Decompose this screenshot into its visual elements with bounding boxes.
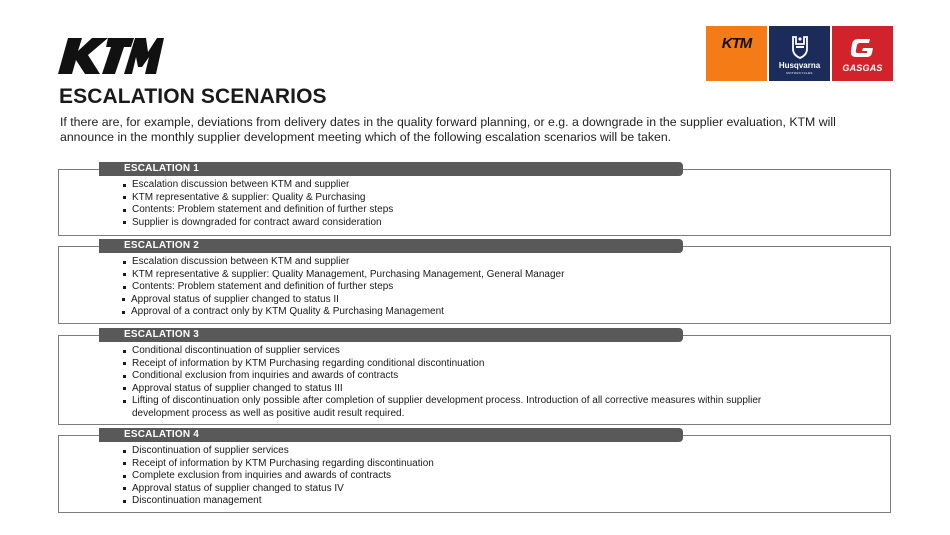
escalation-header-1: ESCALATION 1 (99, 162, 683, 176)
ktm-brand-tile (706, 26, 767, 81)
husqvarna-crest-icon (790, 35, 810, 59)
ktm-logo (58, 38, 164, 74)
escalation-list-3 (121, 345, 812, 421)
list-item: Contents: Problem statement and definition of further steps (121, 204, 393, 217)
page-title: ESCALATION SCENARIOS (59, 85, 327, 108)
husqvarna-tile-subtitle: MOTORCYCLES (786, 71, 813, 75)
list-item: Approval status of supplier changed to status III (121, 383, 812, 396)
gasgas-tile-wordmark: GASGAS (842, 63, 883, 73)
list-item: Complete exclusion from inquiries and awards of contracts (121, 470, 434, 483)
list-item: KTM representative & supplier: Quality & Purchasing (121, 192, 393, 205)
gasgas-g-icon (850, 37, 876, 59)
escalation-list-2 (121, 256, 564, 319)
escalation-list-1 (121, 179, 393, 229)
gasgas-brand-tile (832, 26, 893, 81)
list-item: Approval status of supplier changed to status II (121, 294, 564, 307)
escalation-header-2: ESCALATION 2 (99, 239, 683, 253)
brand-strip (706, 26, 893, 81)
escalation-list-4 (121, 445, 434, 508)
list-item: Contents: Problem statement and definition of further steps (121, 281, 564, 294)
list-item: Lifting of discontinuation only possible after completion of supplier development process. Introduction of all corrective measures within supplier development process as well as positive audit result required. (121, 395, 812, 420)
list-item: Approval status of supplier changed to status IV (121, 483, 434, 496)
list-item: Receipt of information by KTM Purchasing regarding conditional discontinuation (121, 358, 812, 371)
intro-paragraph: If there are, for example, deviations from delivery dates in the quality forward planning, or e.g. a downgrade in the supplier evaluation, KTM will announce in the monthly supplier development meeting which of the following escalation scenarios will be taken. (60, 115, 836, 144)
ktm-tile-wordmark: KTM (721, 35, 752, 52)
list-item: Conditional exclusion from inquiries and awards of contracts (121, 370, 812, 383)
list-item: Conditional discontinuation of supplier services (121, 345, 812, 358)
escalation-header-4: ESCALATION 4 (99, 428, 683, 442)
escalation-header-3: ESCALATION 3 (99, 328, 683, 342)
list-item: KTM representative & supplier: Quality Management, Purchasing Management, General Manager (121, 269, 564, 282)
list-item: Escalation discussion between KTM and supplier (121, 179, 393, 192)
list-item: Discontinuation management (121, 495, 434, 508)
husqvarna-brand-tile (769, 26, 830, 81)
list-item: Discontinuation of supplier services (121, 445, 434, 458)
list-item: Supplier is downgraded for contract award consideration (121, 217, 393, 230)
husqvarna-tile-wordmark: Husqvarna (778, 61, 821, 70)
list-item: Receipt of information by KTM Purchasing regarding discontinuation (121, 458, 434, 471)
list-item: Escalation discussion between KTM and supplier (121, 256, 564, 269)
list-item: Approval of a contract only by KTM Quality & Purchasing Management (121, 306, 564, 319)
